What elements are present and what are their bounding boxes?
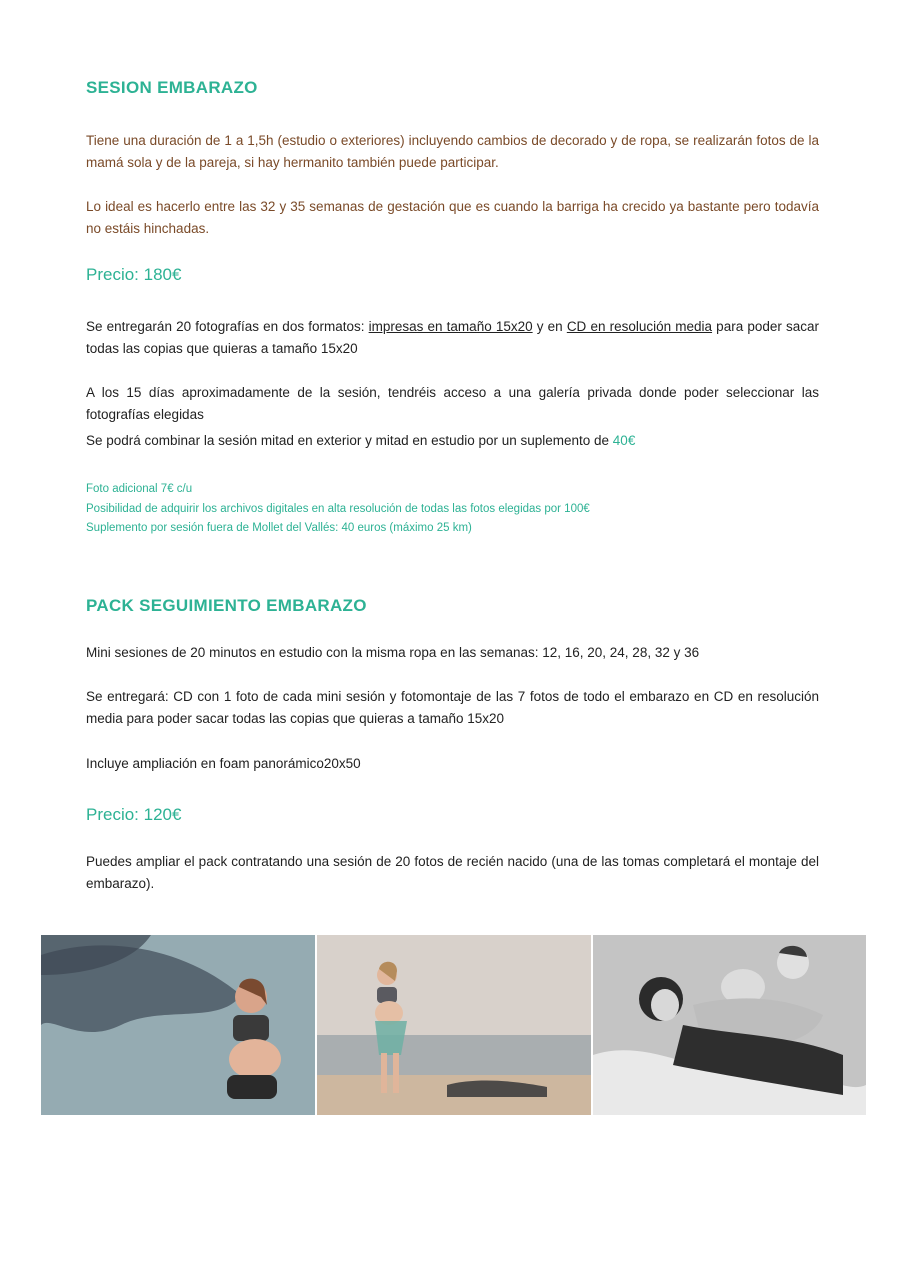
pack-mini-sessions: Mini sesiones de 20 minutos en estudio con la misma ropa en las semanas: 12, 16, 20, 24, 28, 32 y 36 [86, 645, 700, 660]
delivery-text-a: Se entregarán 20 fotografías en dos formatos: [86, 319, 369, 334]
session-combine [86, 430, 819, 452]
combine-text: Se podrá combinar la sesión mitad en exterior y mitad en estudio por un suplemento de [86, 433, 613, 448]
session-gallery-note: A los 15 días aproximadamente de la sesión, tendréis acceso a una galería privada donde poder seleccionar las fotografías elegidas [86, 385, 819, 422]
session-ideal-weeks: Lo ideal es hacerlo entre las 32 y 35 semanas de gestación que es cuando la barriga ha crecido ya bastante pero todavía no estáis hinchadas. [86, 199, 819, 236]
extra-additional-photo: Foto adicional 7€ c/u [86, 483, 193, 495]
session-extras-list [86, 480, 819, 539]
session-delivery [86, 316, 819, 360]
combine-price: 40€ [612, 433, 636, 448]
session-description: Tiene una duración de 1 a 1,5h (estudio o exteriores) incluyendo cambios de decorado y de ropa, se realizarán fotos de la mamá sola y de la pareja, si hay hermanito también puede participar. [86, 133, 819, 170]
beach-maternity-photo [317, 935, 591, 1115]
extra-travel-supplement: Suplemento por sesión fuera de Mollet del Vallés: 40 euros (máximo 25 km) [86, 522, 472, 534]
session-price: Precio: 180€ [86, 265, 182, 284]
photo-gallery [41, 935, 866, 1115]
delivery-text-b: y en [532, 319, 567, 334]
session-heading: SESION EMBARAZO [86, 78, 258, 97]
pack-price: Precio: 120€ [86, 805, 182, 824]
pack-extend-note: Puedes ampliar el pack contratando una sesión de 20 fotos de recién nacido (una de las tomas completará el montaje del embarazo). [86, 854, 819, 891]
delivery-text-c: para poder sacar todas las copias que quieras a tamaño 15x20 [86, 319, 820, 356]
pack-includes: Incluye ampliación en foam panorámico20x50 [86, 756, 361, 771]
delivery-link-prints[interactable]: impresas en tamaño 15x20 [368, 319, 533, 334]
delivery-link-cd[interactable]: CD en resolución media [566, 319, 713, 334]
couple-bw-maternity-photo [593, 935, 866, 1115]
studio-maternity-photo [41, 935, 315, 1115]
pack-delivery: Se entregará: CD con 1 foto de cada mini sesión y fotomontaje de las 7 fotos de todo el embarazo en CD en resolución media para poder sacar todas las copias que quieras a tamaño 15x20 [86, 689, 819, 726]
extra-digital-files: Posibilidad de adquirir los archivos digitales en alta resolución de todas las fotos elegidas por 100€ [86, 502, 590, 515]
pack-heading: PACK SEGUIMIENTO EMBARAZO [86, 596, 367, 615]
